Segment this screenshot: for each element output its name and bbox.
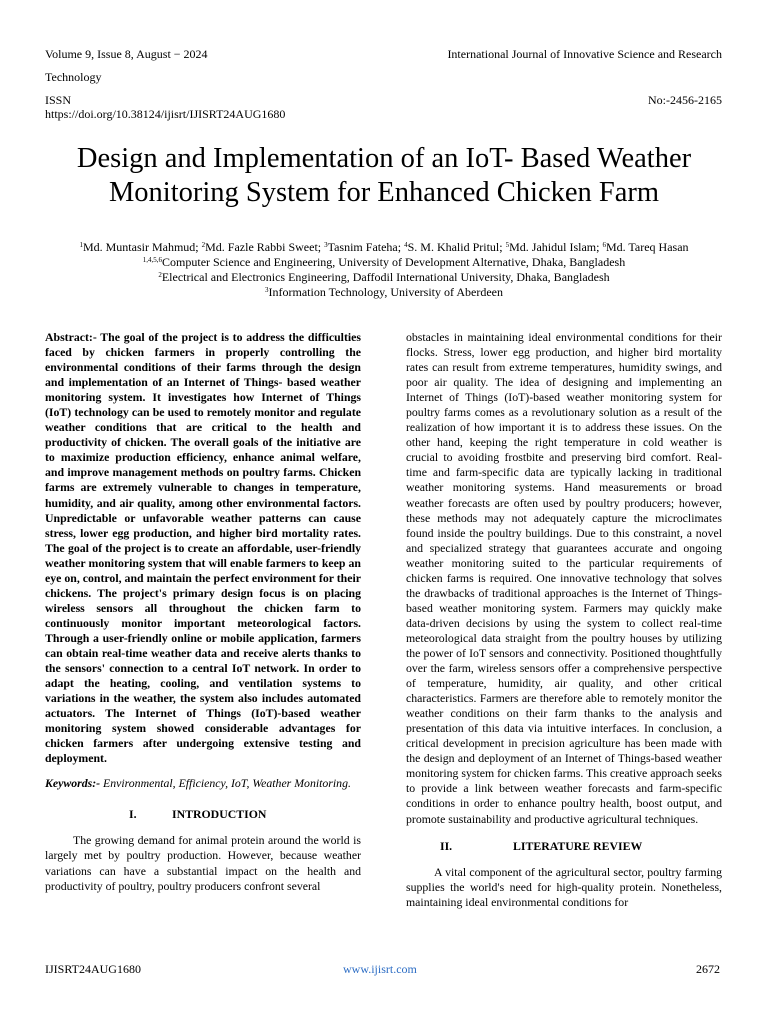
author-name: Md. Fazle Rabbi Sweet; bbox=[205, 240, 325, 254]
author-sup: 5 bbox=[505, 241, 510, 249]
affiliation-text: Information Technology, University of Aberdeen bbox=[268, 285, 503, 299]
issn-label: ISSN bbox=[45, 93, 72, 107]
keywords-text: Environmental, Efficiency, IoT, Weather Monitoring. bbox=[103, 776, 351, 791]
author-name: S. M. Khalid Pritul; bbox=[407, 240, 506, 254]
section-number: II. bbox=[440, 838, 453, 853]
affiliation-text: Electrical and Electronics Engineering, Daffodil International University, Dhaka, Bangladesh bbox=[161, 270, 610, 284]
author-list bbox=[40, 240, 728, 255]
keywords bbox=[45, 776, 361, 791]
volume-issue: Volume 9, Issue 8, August − 2024 bbox=[45, 47, 208, 61]
author-name: Md. Muntasir Mahmud; bbox=[82, 240, 202, 254]
affiliation-sup: 2 bbox=[158, 271, 162, 279]
literature-review-paragraph: A vital component of the agricultural sector, poultry farming supplies the world's need for high-quality protein. Nonetheless, maintaining ideal environmental conditions for bbox=[406, 864, 722, 909]
right-column bbox=[406, 330, 722, 910]
affiliation-text: Computer Science and Engineering, University of Development Alternative, Dhaka, Bangladesh bbox=[162, 255, 626, 269]
section-title: LITERATURE REVIEW bbox=[513, 838, 643, 853]
affiliation-sup: 3 bbox=[265, 286, 269, 294]
author-name: Md. Tareq Hasan bbox=[605, 240, 689, 254]
author-block bbox=[40, 240, 728, 300]
section-title: INTRODUCTION bbox=[172, 807, 267, 822]
journal-name: International Journal of Innovative Science and Research bbox=[447, 47, 722, 61]
left-column bbox=[45, 330, 361, 894]
paper-title-line-1: Design and Implementation of an IoT- Based Weather bbox=[76, 143, 692, 174]
author-sup: 2 bbox=[201, 241, 206, 249]
page-number: 2672 bbox=[696, 962, 720, 976]
footer-website-link[interactable]: www.ijisrt.com bbox=[343, 962, 417, 976]
introduction-paragraph: The growing demand for animal protein around the world is largely met by poultry production. However, because weather variations can have a substantial impact on the health and productivity of poultry, poultry producers confront several bbox=[45, 833, 361, 893]
author-sup: 6 bbox=[602, 241, 606, 249]
footer-paper-id: IJISRT24AUG1680 bbox=[45, 962, 141, 976]
issn-number: No:-2456-2165 bbox=[648, 93, 722, 107]
introduction-continued: obstacles in maintaining ideal environmental conditions for their flocks. Stress, lower egg production, and higher bird mortality rates can result from extreme temperatures, humidity swings, and poor air quality. The idea of designing and implementing an Internet of Things (IoT)-based weather monitoring system for poultry farms comes as a revolutionary solution as a result of the realization of how important it is to address these issues. On the other hand, keeping the right temperature in cold weather is crucial to avoiding frostbite and preserving bird comfort. Real-time and farm-specific data are typically lacking in traditional weather monitoring systems. Hand measurements or broad weather forecasts are often used by poultry producers; however, these methods may not adequately capture the microclimates found inside the poultry buildings. Due to this constraint, a novel and specialized strategy that guarantees accurate and ongoing weather monitoring suited to the particular requirements of chicken farms is required. One innovative technology that solves the drawbacks of traditional approaches is the Internet of Things-based weather monitoring system. Farmers may quickly make data-driven decisions by using the system to collect real-time meteorological data straight from the poultry houses by utilizing the power of IoT sensors and connectivity. Positioned thoughtfully over the farm, wireless sensors offer a comprehensive perspective of temperature, humidity, air quality, and other critical characteristics. Farmers are therefore able to remotely monitor the weather conditions on their farm thanks to the analysis and presentation of this data via intuitive interfaces. In conclusion, a critical development in precision agriculture has been made with the design and deployment of an Internet of Things-based weather monitoring system for chicken farms. This creative approach seeks to provide a link between weather forecasts and farm-specific conditions in order to enhance poultry health, boost output, and promote sustainability and productive agricultural techniques. bbox=[406, 330, 722, 826]
affiliation-3 bbox=[40, 285, 728, 300]
affiliation-sup: 1,4,5,6 bbox=[142, 256, 163, 264]
section-number: I. bbox=[129, 807, 137, 822]
author-sup: 4 bbox=[404, 241, 408, 249]
author-sup: 3 bbox=[324, 241, 328, 249]
affiliation-1 bbox=[40, 255, 728, 270]
section-heading-introduction bbox=[45, 807, 361, 825]
keywords-label: Keywords:- bbox=[45, 776, 101, 791]
affiliation-2 bbox=[40, 270, 728, 285]
author-name: Md. Jahidul Islam; bbox=[509, 240, 603, 254]
doi-link[interactable]: https://doi.org/10.38124/ijisrt/IJISRT24AUG1680 bbox=[45, 107, 286, 121]
abstract: Abstract:- The goal of the project is to address the difficulties faced by chicken farmers in properly controlling the environmental conditions of their farms through the design and implementation of an Internet of Things- based weather monitoring system. It investigates how Internet of Things (IoT) technology can be used to remotely monitor and regulate weather conditions that are critical to the health and productivity of chicken. The overall goals of the initiative are to maximize production efficiency, enhance animal welfare, and improve management methods on poultry farms. Chicken farms are extremely vulnerable to changes in temperature, humidity, and air quality, among other environmental factors. Unpredictable or unfavorable weather patterns can cause stress, lower egg production, and higher bird mortality rates. The goal of the project is to create an affordable, user-friendly weather monitoring system that will enable farmers to keep an eye on, control, and maintain the perfect environment for their chickens. The project's primary design focus is on placing wireless sensors all throughout the chicken farm to continuously monitor important meteorological factors. Through a user-friendly online or mobile application, farmers can obtain real-time weather data and receive alerts thanks to the sensors' connection to a central IoT network. In order to adapt the heating, cooling, and ventilation systems to variations in the weather, the system also includes automated actuators. The Internet of Things (IoT)-based weather monitoring system showed considerable advantages for chicken farmers after undergoing extensive testing and deployment. bbox=[45, 330, 361, 766]
section-heading-literature-review bbox=[406, 839, 722, 857]
paper-title-line-2: Monitoring System for Enhanced Chicken Farm bbox=[108, 177, 660, 208]
journal-name-cont: Technology bbox=[45, 70, 102, 84]
author-sup: 1 bbox=[79, 241, 83, 249]
author-name: Tasnim Fateha; bbox=[327, 240, 405, 254]
paper-title bbox=[40, 142, 728, 210]
